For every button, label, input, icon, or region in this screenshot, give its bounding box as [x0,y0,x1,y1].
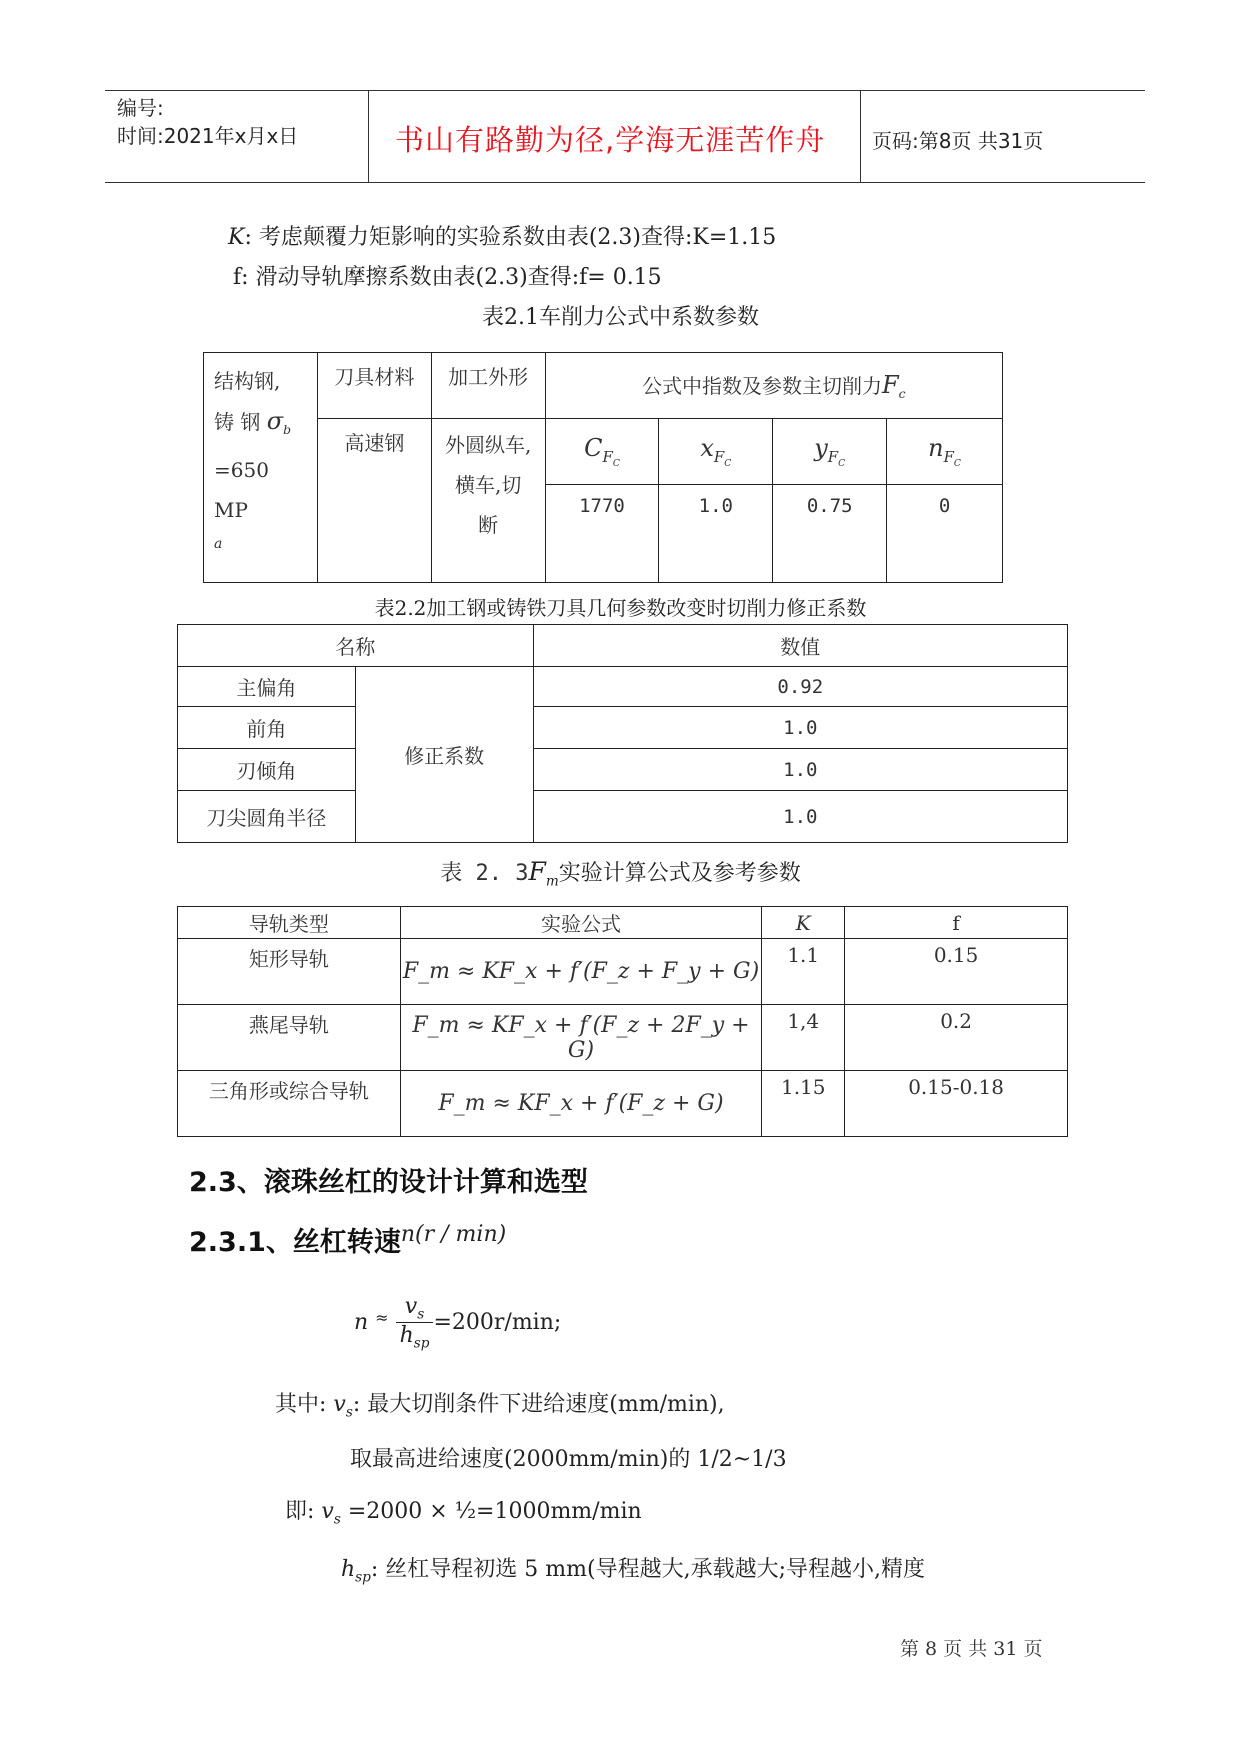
param-value-cfc: 1770 [545,485,659,583]
param-value-yfc: 0.75 [773,485,887,583]
param-symbol-xfc: $x_{F_C}$ [659,419,773,485]
table3-row-formula: F_m ≈ KF_x + f′(F_z + 2F_y + G) [400,1005,762,1071]
table2-row-value: 1.0 [533,707,1067,749]
table2-correction-coefficients [177,624,1068,843]
spindle-speed-formula: n ≈ $\frac{v_s}{h_{sp}}$ =200r/min; [354,1294,562,1352]
table3-row-k: 1,4 [762,1005,845,1071]
header-page-label: 页码:第8页 共31页 [872,129,1044,153]
table3-header-k: K [762,907,845,939]
formula-fraction: $\frac{v_s}{h_{sp}}$ [396,1294,434,1352]
table1-tool-value: 高速钢 [317,419,431,583]
table1-shape-value: 外圆纵车, 横车,切 断 [431,419,545,583]
table3-row-f: 0.15 [845,939,1068,1005]
header-divider-left [368,90,369,182]
footer-page-number: 第 8 页 共 31 页 [900,1638,1043,1660]
table2-row-value: 1.0 [533,791,1067,843]
table2-row-name: 前角 [178,707,356,749]
table3-row-f: 0.15-0.18 [845,1071,1068,1137]
table2-header-name: 名称 [178,625,534,667]
k-coefficient-line [228,220,776,251]
table1-formula-header: 公式中指数及参数主切削力$F_c$ [545,353,1002,419]
table3-header-type: 导轨类型 [178,907,401,939]
param-symbol-cfc: $C_{F_C}$ [545,419,659,485]
table3-header-formula: 实验公式 [400,907,762,939]
table2-row-name: 刀尖圆角半径 [178,791,356,843]
k-symbol: K [228,225,245,250]
table1-cutting-force-coefficients [203,352,1003,583]
table3-row-f: 0.2 [845,1005,1068,1071]
section-heading-2-3: 2.3、滚珠丝杠的设计计算和选型 [189,1167,588,1198]
table3-row-type: 矩形导轨 [178,939,401,1005]
table2-row-name: 主偏角 [178,667,356,707]
header-top-rule [105,90,1145,91]
formula-n: n [354,1309,369,1335]
material-line-4: a [214,536,223,552]
param-value-nfc: 0 [887,485,1003,583]
document-number-label: 编号: [117,96,164,120]
table1-material-cell [204,353,318,583]
table1-shape-header: 加工外形 [431,353,545,419]
document-time-label: 时间:2021年x月x日 [117,124,299,148]
table3-caption: 表 2. $3F_m$实验计算公式及参考参数 [440,857,801,890]
param-symbol-yfc: $y_{F_C}$ [773,419,887,485]
table2-row-value: 1.0 [533,749,1067,791]
table3-guide-rail-formulas [177,906,1068,1137]
param-symbol-nfc: $n_{F_C}$ [887,419,1003,485]
table2-caption: 表2.2加工钢或铸铁刀具几何参数改变时切削力修正系数 [374,596,867,620]
table2-correction-label: 修正系数 [355,667,533,843]
vs-definition-line: 其中: $v_s$: 最大切削条件下进给速度(mm/min), [275,1392,725,1421]
hsp-definition-line: $h_{sp}$: 丝杠导程初选 5 mm(导程越大,承载越大;导程越小,精度 [341,1557,925,1586]
param-value-xfc: 1.0 [659,485,773,583]
f-symbol: f [233,265,242,290]
header-divider-right [860,90,861,182]
table1-caption: 表2.1车削力公式中系数参数 [482,305,759,330]
material-line-1: 结构钢, [214,369,281,393]
section-heading-2-3-1: 2.3.1、丝杠转速n(r / min) [189,1222,507,1258]
table1-tool-header: 刀具材料 [317,353,431,419]
table3-row-type: 燕尾导轨 [178,1005,401,1071]
table3-row-type: 三角形或综合导轨 [178,1071,401,1137]
formula-result: =200r/min; [433,1309,562,1335]
material-line-3: =650 MP [214,458,269,522]
material-line-2: 铸 钢 $\sigma_b$ [214,407,292,437]
table3-header-f: f [845,907,1068,939]
f-description: : 滑动导轨摩擦系数由表(2.3)查得:f= 0.15 [241,265,662,290]
table3-row-k: 1.1 [762,939,845,1005]
table2-row-name: 刃倾角 [178,749,356,791]
header-motto: 书山有路勤为径,学海无涯苦作舟 [395,123,826,157]
table2-row-value: 0.92 [533,667,1067,707]
header-bottom-rule [105,182,1145,183]
table3-row-formula: F_m ≈ KF_x + f′(F_z + G) [400,1071,762,1137]
f-coefficient-line [233,260,662,291]
vs-definition-line-2: 取最高进给速度(2000mm/min)的 1/2~1/3 [350,1447,787,1472]
vs-calculation-line: 即: $v_s =2000$ × ½=1000mm/min [285,1499,642,1528]
table2-header-value: 数值 [533,625,1067,667]
table3-row-formula: F_m ≈ KF_x + f′(F_z + F_y + G) [400,939,762,1005]
k-description: : 考虑颠覆力矩影响的实验系数由表(2.3)查得:K=1.15 [244,225,777,250]
table3-row-k: 1.15 [762,1071,845,1137]
